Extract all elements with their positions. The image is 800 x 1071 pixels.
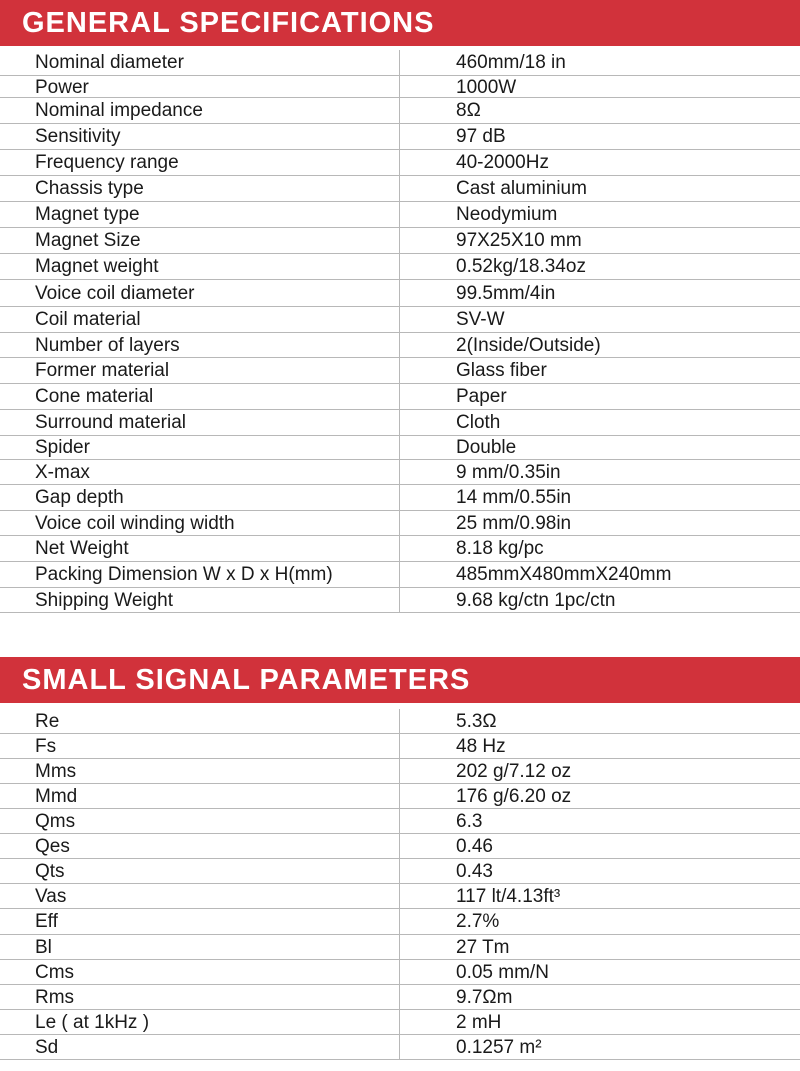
spec-value: 176 g/6.20 oz [456,785,572,807]
table-row [0,909,800,935]
table-row [0,759,800,784]
spec-value: 202 g/7.12 oz [456,760,572,782]
table-row [0,562,800,588]
spec-value: Cast aluminium [456,178,587,199]
spec-value: 1000W [456,77,517,98]
spec-value: 27 Tm [456,936,510,958]
table-row [0,410,800,436]
spec-label: Power [35,77,89,98]
table-row [0,1035,800,1060]
table-row [0,1010,800,1035]
spec-label: Le ( at 1kHz ) [35,1011,150,1033]
table-row [0,884,800,909]
table-row [0,202,800,228]
table-row [0,859,800,884]
spec-label: Voice coil diameter [35,282,195,304]
spec-value: 9 mm/0.35in [456,461,561,483]
spec-label: Magnet Size [35,230,141,251]
spec-value: 8.18 kg/pc [456,538,544,559]
table-row [0,935,800,960]
spec-value: 0.52kg/18.34oz [456,256,586,277]
general-specifications-table [0,50,800,613]
table-row [0,124,800,150]
spec-label: Eff [35,911,58,932]
table-row [0,307,800,333]
spec-label: Magnet type [35,204,140,225]
spec-label: Cone material [35,386,154,407]
table-row [0,333,800,358]
spec-label: Magnet weight [35,256,159,277]
spec-value: Double [456,437,517,458]
spec-value: 8Ω [456,100,481,121]
table-row [0,280,800,307]
table-row [0,834,800,859]
spec-value: 99.5mm/4in [456,282,556,304]
spec-label: Cms [35,961,75,983]
spec-label: Sd [35,1036,59,1058]
spec-value: 5.3Ω [456,710,497,732]
table-row [0,76,800,98]
spec-label: Qes [35,835,70,857]
section-title: SMALL SIGNAL PARAMETERS [22,664,471,696]
spec-label: Frequency range [35,152,179,173]
spec-label: Rms [35,986,75,1008]
table-row [0,485,800,511]
spec-label: Packing Dimension W x D x H(mm) [35,564,333,585]
spec-value: 2.7% [456,911,500,932]
table-row [0,511,800,536]
spec-value: 117 lt/4.13ft³ [456,885,561,907]
table-row [0,709,800,734]
table-row [0,536,800,562]
spec-label: Mmd [35,785,78,807]
table-row [0,150,800,176]
spec-value: 0.1257 m² [456,1036,542,1058]
general-specifications-header [0,0,800,46]
spec-value: 97 dB [456,126,506,147]
spec-label: Spider [35,437,90,458]
spec-value: 25 mm/0.98in [456,512,572,534]
spec-value: Paper [456,386,507,407]
spec-label: Vas [35,885,67,907]
spec-label: Coil material [35,309,141,330]
small-signal-parameters-header [0,657,800,703]
spec-value: 9.7Ωm [456,986,513,1008]
spec-value: 2 mH [456,1011,502,1033]
spec-value: 9.68 kg/ctn 1pc/ctn [456,589,616,611]
table-row [0,588,800,613]
spec-value: 0.43 [456,860,493,882]
spec-value: 6.3 [456,810,483,832]
table-row [0,254,800,280]
spec-value: Cloth [456,412,501,433]
spec-label: Shipping Weight [35,589,174,611]
table-row [0,50,800,76]
table-row [0,228,800,254]
spec-label: Net Weight [35,538,129,559]
table-row [0,98,800,124]
spec-value: 14 mm/0.55in [456,487,572,508]
spec-label: Surround material [35,412,187,433]
table-row [0,960,800,985]
spec-label: Sensitivity [35,126,121,147]
table-row [0,384,800,410]
spec-label: Former material [35,360,170,381]
spec-value: 48 Hz [456,735,506,757]
spec-label: Number of layers [35,334,180,356]
table-row [0,734,800,759]
spec-label: Qms [35,810,76,832]
spec-value: 2(Inside/Outside) [456,334,601,356]
section-title: GENERAL SPECIFICATIONS [22,7,435,39]
spec-value: Neodymium [456,204,558,225]
spec-label: X-max [35,461,90,483]
spec-label: Nominal impedance [35,100,203,121]
spec-label: Chassis type [35,178,144,199]
table-row [0,985,800,1010]
table-row [0,460,800,485]
spec-value: 97X25X10 mm [456,230,582,251]
table-row [0,358,800,384]
spec-value: 0.46 [456,835,493,857]
spec-label: Re [35,710,60,732]
spec-label: Nominal diameter [35,52,184,73]
table-row [0,784,800,809]
table-row [0,809,800,834]
spec-value: 0.05 mm/N [456,961,549,983]
spec-value: SV-W [456,309,505,330]
spec-label: Mms [35,760,77,782]
spec-value: 40-2000Hz [456,152,549,173]
table-row [0,436,800,460]
spec-label: Qts [35,860,65,882]
spec-value: 485mmX480mmX240mm [456,564,672,585]
spec-value: Glass fiber [456,360,547,381]
spec-label: Gap depth [35,487,124,508]
spec-value: 460mm/18 in [456,52,566,73]
table-row [0,176,800,202]
spec-label: Bl [35,936,52,958]
spec-label: Fs [35,735,57,757]
spec-label: Voice coil winding width [35,512,235,534]
small-signal-parameters-table [0,709,800,1060]
